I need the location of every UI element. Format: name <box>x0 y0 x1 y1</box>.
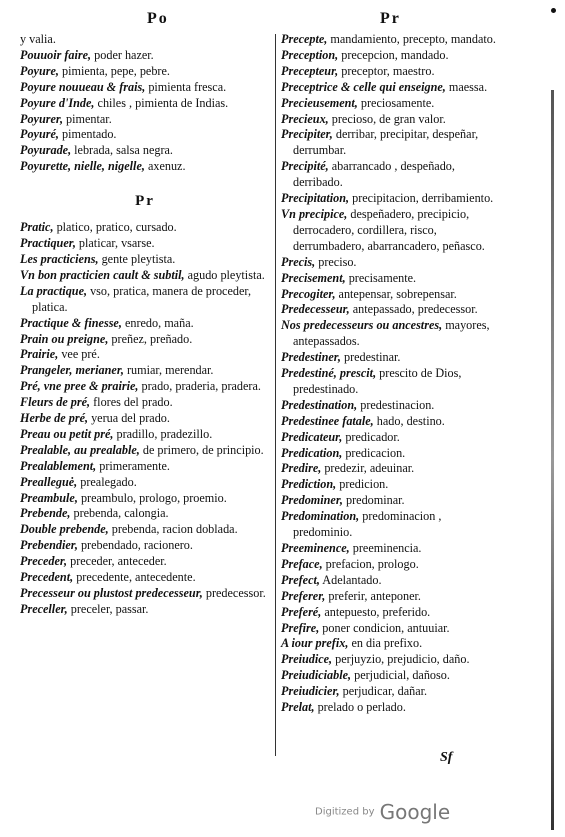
entry-definition: despeñadero, precipicio, derrocadero, cordillera, risco, derrumbadero, abarrancadero, peñasco. <box>293 206 485 253</box>
entry-definition: axenuz. <box>144 159 186 174</box>
dictionary-entry <box>20 143 270 159</box>
entry-definition: pimienta fresca. <box>145 79 227 94</box>
dictionary-entry <box>281 112 499 128</box>
entry-headword: Poyure, <box>20 63 59 78</box>
entry-definition: prebenda, racion doblada. <box>108 522 238 537</box>
entry-headword: Herbe de pré, <box>20 411 89 426</box>
entry-definition: predicador. <box>342 429 400 444</box>
entry-headword: Preface, <box>281 556 323 571</box>
dictionary-entry <box>281 302 499 318</box>
dictionary-entry <box>281 350 499 366</box>
dictionary-entry <box>20 268 270 284</box>
dictionary-entry <box>281 366 499 398</box>
dictionary-entry <box>20 316 270 332</box>
entry-definition: preceptor, maestro. <box>338 63 435 78</box>
dictionary-entry <box>281 589 499 605</box>
dictionary-entry <box>20 284 270 316</box>
entry-headword: Prelat, <box>281 700 315 715</box>
entry-definition: lebrada, salsa negra. <box>71 143 173 158</box>
dictionary-entry <box>281 636 499 652</box>
dictionary-entry <box>20 347 270 363</box>
entry-definition: gente pleytista. <box>98 251 176 266</box>
dictionary-entry <box>20 570 270 586</box>
entry-headword: Preau ou petit pré, <box>20 426 114 441</box>
dictionary-entry <box>281 255 499 271</box>
entry-headword: Preiudicier, <box>281 684 340 699</box>
entry-headword: Practiquer, <box>20 236 76 251</box>
dictionary-entry <box>20 220 270 236</box>
entry-definition: antepassado, predecessor. <box>349 302 478 317</box>
dictionary-entry <box>281 573 499 589</box>
entry-definition: prebendado, racionero. <box>77 538 193 553</box>
entry-headword: Predication, <box>281 445 343 460</box>
left-column <box>20 32 270 618</box>
entry-definition: agudo pleytista. <box>184 267 265 282</box>
dictionary-entry <box>281 430 499 446</box>
dictionary-entry <box>20 379 270 395</box>
entry-definition: predecessor. <box>202 586 266 600</box>
dictionary-entry <box>281 477 499 493</box>
entry-headword: Precedent, <box>20 570 74 585</box>
dictionary-entry <box>281 668 499 684</box>
entry-definition: preciso. <box>315 254 357 269</box>
entry-definition: precepcion, mandado. <box>338 47 449 62</box>
entry-definition: predominar. <box>342 493 405 508</box>
dictionary-entry <box>281 48 499 64</box>
entry-definition: prelado o perlado. <box>314 700 406 715</box>
dictionary-entry <box>20 332 270 348</box>
dictionary-entry <box>20 475 270 491</box>
dictionary-entry <box>281 32 499 48</box>
dictionary-entry <box>20 96 270 112</box>
entry-headword: Predecesseur, <box>281 302 350 317</box>
entry-headword: Predire, <box>281 461 322 476</box>
entry-definition: Adelantado. <box>319 572 382 587</box>
entry-definition: preferir, anteponer. <box>325 588 421 603</box>
dictionary-entry <box>281 509 499 541</box>
entry-headword: Prebende, <box>20 506 71 521</box>
entry-headword: Preferer, <box>281 588 326 603</box>
entry-headword: Precieusement, <box>281 95 358 110</box>
entry-definition: platico, pratico, cursado. <box>53 220 177 235</box>
entry-definition: chiles , pimienta de Indias. <box>94 95 229 110</box>
dictionary-entry <box>281 318 499 350</box>
dictionary-entry <box>20 427 270 443</box>
entry-headword: Prain ou preigne, <box>20 331 109 346</box>
dictionary-entry <box>20 236 270 252</box>
column-divider <box>275 34 276 756</box>
entry-headword: Precesseur ou plustost predecesseur, <box>20 586 203 600</box>
entry-headword: Preiudiciable, <box>281 668 352 683</box>
entry-definition: preñez, preñado. <box>108 331 193 346</box>
entry-definition: predicacion. <box>342 445 406 460</box>
dictionary-entry <box>20 538 270 554</box>
entry-headword: Prediction, <box>281 477 337 492</box>
entry-headword: Preceder, <box>20 554 68 569</box>
entry-headword: Double prebende, <box>20 522 109 537</box>
entry-definition: preciosamente. <box>357 95 435 110</box>
dictionary-entry <box>281 191 499 207</box>
entry-definition: antepuesto, preferido. <box>321 604 431 619</box>
dictionary-entry <box>281 605 499 621</box>
entry-headword: Practique & finesse, <box>20 315 122 330</box>
page-edge-shadow <box>551 90 554 830</box>
dictionary-entry <box>20 491 270 507</box>
entry-headword: A iour prefix, <box>281 636 349 651</box>
entry-headword: Preceller, <box>20 601 68 616</box>
entry-definition: platicar, vsarse. <box>75 236 155 251</box>
dictionary-entry <box>20 80 270 96</box>
entry-headword: Predestination, <box>281 397 358 412</box>
entry-definition: precedente, antecedente. <box>73 570 196 585</box>
entry-definition: derribar, precipitar, despeñar, derrumbar. <box>293 127 479 158</box>
entry-headword: Preiudice, <box>281 652 333 667</box>
dictionary-entry <box>20 127 270 143</box>
entry-definition: en dia prefixo. <box>348 636 423 651</box>
entry-headword: Prefect, <box>281 572 320 587</box>
dictionary-entry <box>281 80 499 96</box>
entry-headword: Preambule, <box>20 490 78 505</box>
dictionary-entry <box>20 522 270 538</box>
entry-definition: preceder, anteceder. <box>67 554 167 569</box>
entry-definition: de primero, de principio. <box>139 442 264 457</box>
dictionary-entry <box>20 32 270 48</box>
dictionary-entry <box>281 700 499 716</box>
dictionary-entry <box>281 64 499 80</box>
entry-definition: preeminencia. <box>349 541 422 555</box>
entry-definition: preambulo, prologo, proemio. <box>77 490 227 505</box>
entry-headword: Precepte, <box>281 32 328 46</box>
dictionary-entry <box>281 96 499 112</box>
entry-definition: pimentado. <box>58 127 117 142</box>
entry-definition: pradillo, pradezillo. <box>113 426 213 441</box>
entry-headword: Prangeler, merianer, <box>20 363 124 378</box>
dictionary-entry <box>20 48 270 64</box>
entry-headword: Prairie, <box>20 347 59 362</box>
entry-headword: Precipité, <box>281 159 329 174</box>
dictionary-entry <box>20 411 270 427</box>
entry-definition: perjudicial, dañoso. <box>351 668 450 683</box>
entry-definition: prebenda, calongia. <box>70 506 169 521</box>
dictionary-entry <box>281 621 499 637</box>
entry-headword: Precipiter, <box>281 127 333 142</box>
dictionary-entry <box>281 461 499 477</box>
entry-definition: predezir, adeuinar. <box>321 461 415 476</box>
watermark-prefix: Digitized by <box>315 806 375 818</box>
entry-headword: Precieux, <box>281 111 329 126</box>
entry-headword: Predicateur, <box>281 429 343 444</box>
left-entries-top <box>20 32 270 175</box>
entry-headword: Pré, vne pree & prairie, <box>20 379 139 394</box>
entry-definition: predominacion , predominio. <box>293 509 442 540</box>
entry-definition: precisamente. <box>345 270 417 285</box>
entry-headword: Prealleguė, <box>20 474 78 489</box>
entry-definition: precioso, de gran valor. <box>328 111 446 126</box>
dictionary-entry <box>20 395 270 411</box>
entry-definition: rumiar, merendar. <box>123 363 214 378</box>
entry-headword: Vn precipice, <box>281 206 348 221</box>
entry-definition: y valia. <box>20 32 56 46</box>
entry-definition: mandamiento, precepto, mandato. <box>327 32 496 46</box>
dictionary-entry <box>281 287 499 303</box>
dictionary-entry <box>20 363 270 379</box>
entry-definition: predestinacion. <box>357 397 435 412</box>
entry-definition: precipitacion, derribamiento. <box>349 191 494 206</box>
entry-headword: Precisement, <box>281 270 346 285</box>
dictionary-entry <box>20 252 270 268</box>
entry-headword: Precipitation, <box>281 191 350 206</box>
dictionary-entry <box>281 541 499 557</box>
entry-headword: Poyure nouueau & frais, <box>20 79 146 94</box>
entry-definition: prefacion, prologo. <box>322 556 419 571</box>
dictionary-entry <box>281 159 499 191</box>
dictionary-entry <box>281 557 499 573</box>
digitized-watermark <box>315 800 450 824</box>
entry-headword: Predominer, <box>281 493 343 508</box>
entry-headword: Preeminence, <box>281 541 350 555</box>
dictionary-entry <box>281 652 499 668</box>
entry-definition: enredo, maña. <box>121 315 194 330</box>
entry-definition: poder hazer. <box>91 47 154 62</box>
entry-headword: Predomination, <box>281 509 360 524</box>
dictionary-entry <box>20 159 270 175</box>
entry-definition: primeramente. <box>96 458 170 473</box>
entry-headword: Precepteur, <box>281 63 339 78</box>
entry-definition: vee pré. <box>58 347 100 362</box>
dictionary-entry <box>20 506 270 522</box>
entry-headword: Nos predecesseurs ou ancestres, <box>281 318 443 333</box>
entry-headword: Prealable, au prealable, <box>20 442 140 457</box>
right-entries <box>281 32 499 716</box>
entry-headword: Predestinee fatale, <box>281 413 374 428</box>
entry-headword: Predestiner, <box>281 350 341 365</box>
entry-headword: Preceptrice & celle qui enseigne, <box>281 79 446 94</box>
dictionary-entry <box>281 414 499 430</box>
entry-definition: abarrancado , despeñado, derribado. <box>293 159 455 190</box>
dictionary-entry <box>20 554 270 570</box>
entry-headword: Fleurs de pré, <box>20 395 91 410</box>
dictionary-entry <box>20 602 270 618</box>
entry-headword: Poyurer, <box>20 111 63 126</box>
entry-headword: Prealablement, <box>20 458 97 473</box>
entry-headword: La practique, <box>20 283 88 298</box>
entry-headword: Poyurade, <box>20 143 72 158</box>
dictionary-entry <box>20 443 270 459</box>
entry-definition: antepensar, sobrepensar. <box>335 286 457 301</box>
dictionary-entry <box>20 64 270 80</box>
entry-definition: maessa. <box>445 79 488 94</box>
entry-definition: pimentar. <box>63 111 112 126</box>
entry-headword: Poyurette, nielle, nigelle, <box>20 159 145 174</box>
entry-headword: Precogiter, <box>281 286 336 301</box>
entry-headword: Precis, <box>281 254 316 269</box>
right-column <box>281 32 499 716</box>
dictionary-entry <box>281 493 499 509</box>
entry-definition: perjuyzio, prejudicio, daño. <box>332 652 470 667</box>
catchword: Sf <box>440 750 453 765</box>
dictionary-entry <box>281 271 499 287</box>
page-edge-mark <box>551 8 556 13</box>
dictionary-entry <box>20 112 270 128</box>
entry-headword: Vn bon practicien cault & subtil, <box>20 267 185 282</box>
entry-headword: Les practiciens, <box>20 251 99 266</box>
entry-headword: Pratic, <box>20 220 54 235</box>
left-running-head: Po <box>147 10 169 27</box>
entry-headword: Predestiné, prescit, <box>281 366 377 381</box>
dictionary-entry <box>281 207 499 255</box>
entry-definition: yerua del prado. <box>88 411 170 426</box>
entry-definition: prealegado. <box>77 474 137 489</box>
entry-definition: poner condicion, antuuiar. <box>319 620 450 635</box>
entry-headword: Pouuoir faire, <box>20 47 92 62</box>
entry-definition: flores del prado. <box>90 395 173 410</box>
entry-headword: Poyure d'Inde, <box>20 95 95 110</box>
left-entries-bottom <box>20 220 270 618</box>
entry-headword: Preception, <box>281 47 339 62</box>
entry-definition: prado, praderia, pradera. <box>138 379 261 394</box>
entry-definition: prescito de Dios, predestinado. <box>293 366 462 396</box>
dictionary-entry <box>281 446 499 462</box>
dictionary-entry <box>20 459 270 475</box>
entry-headword: Prefire, <box>281 620 320 635</box>
entry-definition: vso, pratica, manera de proceder, platica. <box>32 283 251 314</box>
entry-headword: Prebendier, <box>20 538 78 553</box>
entry-definition: preceler, passar. <box>67 601 149 616</box>
entry-definition: pimienta, pepe, pebre. <box>58 63 170 78</box>
entry-headword: Preferé, <box>281 604 322 619</box>
dictionary-entry <box>281 127 499 159</box>
dictionary-entry <box>281 398 499 414</box>
entry-definition: predicion. <box>336 477 389 492</box>
entry-definition: predestinar. <box>340 350 401 365</box>
entry-definition: perjudicar, dañar. <box>339 684 428 699</box>
dictionary-entry <box>20 586 270 602</box>
dictionary-entry <box>281 684 499 700</box>
entry-definition: hado, destino. <box>373 413 445 428</box>
entry-definition: mayores, antepassados. <box>293 318 490 349</box>
right-running-head: Pr <box>380 10 401 27</box>
entry-headword: Poyuré, <box>20 127 59 142</box>
google-logo: Google <box>379 800 451 824</box>
section-heading: Pr <box>135 193 155 210</box>
